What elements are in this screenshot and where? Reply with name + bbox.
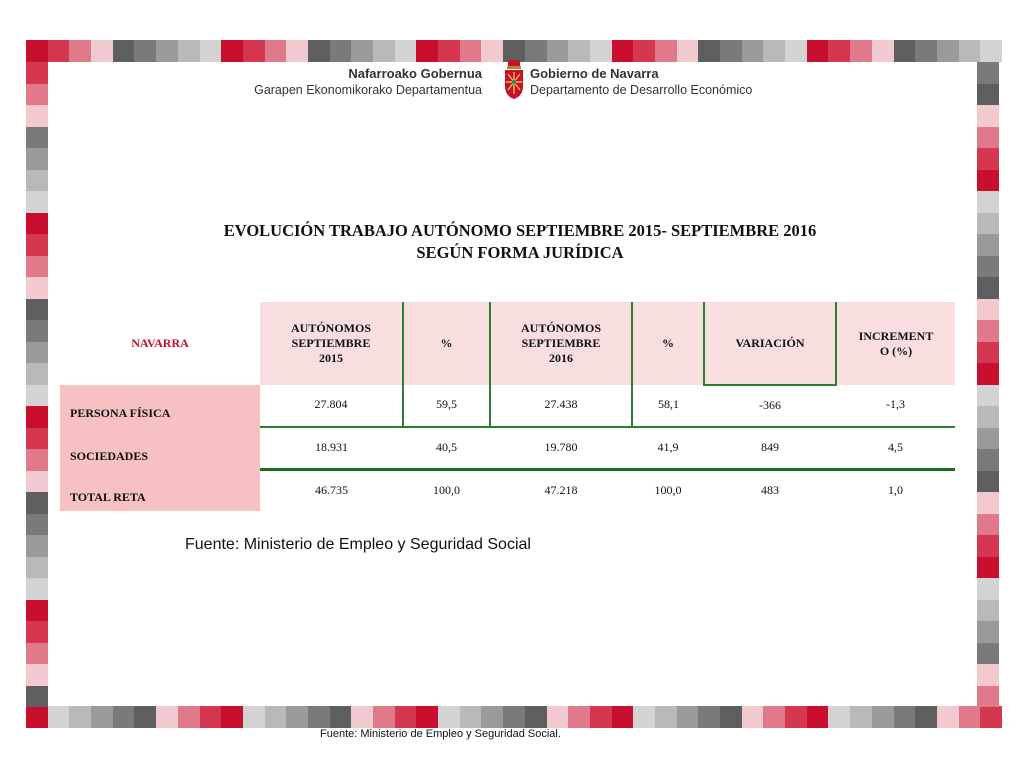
frame-square <box>26 299 48 321</box>
table-cell: 100,0 <box>654 483 682 497</box>
frame-square <box>416 706 438 728</box>
footer-source-note: Fuente: Ministerio de Empleo y Seguridad Social. <box>320 728 561 740</box>
frame-bottom-strip <box>26 706 1002 728</box>
frame-square <box>850 706 872 728</box>
header-text: % <box>662 336 674 350</box>
table-corner-label: NAVARRA <box>60 302 260 385</box>
frame-square <box>26 234 48 256</box>
frame-square <box>134 40 156 62</box>
title-line1: EVOLUCIÓN TRABAJO AUTÓNOMO SEPTIEMBRE 2015- SEPTIEMBRE 2016 <box>223 221 817 240</box>
table-cell: 100,0 <box>433 483 460 497</box>
frame-square <box>977 428 999 450</box>
frame-right-strip <box>977 62 999 707</box>
frame-square <box>26 706 48 728</box>
frame-square <box>156 40 178 62</box>
frame-square <box>720 706 742 728</box>
frame-square <box>351 706 373 728</box>
frame-square <box>26 256 48 278</box>
logo-basque-line1: Nafarroako Gobernua <box>348 66 482 81</box>
frame-square <box>742 706 764 728</box>
logo-basque-text <box>254 66 482 98</box>
table-cell: 27.438 <box>490 385 632 427</box>
table-cell: 4,5 <box>836 427 955 470</box>
frame-square <box>26 643 48 665</box>
frame-square <box>547 706 569 728</box>
frame-square <box>330 40 352 62</box>
frame-square <box>221 40 243 62</box>
frame-square <box>807 40 829 62</box>
frame-square <box>915 706 937 728</box>
frame-square <box>633 706 655 728</box>
frame-square <box>894 40 916 62</box>
frame-square <box>503 706 525 728</box>
frame-square <box>977 449 999 471</box>
table-cell: 19.780 <box>490 427 632 470</box>
frame-square <box>959 40 981 62</box>
frame-square <box>763 40 785 62</box>
row-label-sociedades: SOCIEDADES <box>60 427 260 470</box>
frame-square <box>156 706 178 728</box>
frame-square <box>977 342 999 364</box>
frame-square <box>633 40 655 62</box>
frame-square <box>612 706 634 728</box>
header-variacion <box>704 302 836 385</box>
table-row <box>60 470 955 512</box>
frame-square <box>438 40 460 62</box>
frame-square <box>977 492 999 514</box>
frame-square <box>977 105 999 127</box>
header-text: AUTÓNOMOS <box>290 321 371 335</box>
government-logo <box>254 66 753 102</box>
frame-square <box>590 40 612 62</box>
table-cell: 46.735 <box>315 483 348 497</box>
frame-square <box>460 40 482 62</box>
frame-square <box>69 40 91 62</box>
frame-square <box>590 706 612 728</box>
frame-square <box>568 706 590 728</box>
frame-square <box>980 706 1002 728</box>
header-text: VARIACIÓN <box>735 335 805 350</box>
header-percent-2016 <box>632 302 704 385</box>
frame-square <box>503 40 525 62</box>
page-title <box>60 220 980 264</box>
table-cell: 849 <box>704 427 836 470</box>
header-text: 2015 <box>319 351 343 365</box>
frame-square <box>525 40 547 62</box>
frame-square <box>26 406 48 428</box>
frame-square <box>894 706 916 728</box>
frame-square <box>26 148 48 170</box>
frame-square <box>26 363 48 385</box>
frame-square <box>807 706 829 728</box>
header-text: SEPTIEMBRE <box>291 336 371 350</box>
header-text: AUTÓNOMOS <box>520 321 601 335</box>
frame-square <box>26 449 48 471</box>
frame-square <box>785 40 807 62</box>
navarra-crest-icon <box>502 60 526 100</box>
frame-square <box>113 706 135 728</box>
frame-square <box>243 706 265 728</box>
frame-square <box>977 320 999 342</box>
frame-square <box>655 40 677 62</box>
table-cell: -1,3 <box>836 385 955 427</box>
header-percent-2015 <box>403 302 490 385</box>
frame-square <box>373 40 395 62</box>
frame-square <box>26 578 48 600</box>
frame-square <box>977 84 999 106</box>
frame-square <box>26 170 48 192</box>
frame-square <box>460 706 482 728</box>
frame-square <box>48 706 70 728</box>
frame-square <box>243 40 265 62</box>
frame-square <box>977 127 999 149</box>
frame-square <box>612 40 634 62</box>
frame-square <box>977 170 999 192</box>
frame-square <box>525 706 547 728</box>
frame-square <box>977 406 999 428</box>
table-cell: 27.804 <box>260 385 403 427</box>
header-incremento <box>836 302 955 385</box>
frame-square <box>26 686 48 708</box>
frame-square <box>872 40 894 62</box>
frame-square <box>26 557 48 579</box>
frame-square <box>91 706 113 728</box>
table-header-row <box>60 302 955 385</box>
frame-square <box>828 40 850 62</box>
frame-square <box>698 706 720 728</box>
table-cell: 41,9 <box>632 427 704 470</box>
frame-square <box>26 191 48 213</box>
frame-square <box>26 342 48 364</box>
frame-square <box>113 40 135 62</box>
frame-square <box>91 40 113 62</box>
logo-spanish-text <box>530 66 752 98</box>
header-text: SEPTIEMBRE <box>521 336 601 350</box>
frame-left-strip <box>26 62 48 707</box>
frame-square <box>26 535 48 557</box>
frame-square <box>26 600 48 622</box>
table-cell: 483 <box>761 483 779 497</box>
frame-square <box>26 320 48 342</box>
frame-square <box>977 600 999 622</box>
table-cell: -366 <box>704 385 836 427</box>
frame-square <box>977 385 999 407</box>
row-label-persona-fisica: PERSONA FÍSICA <box>60 385 260 427</box>
header-autonomos-2016 <box>490 302 632 385</box>
frame-square <box>977 514 999 536</box>
frame-square <box>977 234 999 256</box>
frame-square <box>26 213 48 235</box>
frame-square <box>26 127 48 149</box>
frame-square <box>977 256 999 278</box>
table-cell: 40,5 <box>403 427 490 470</box>
frame-square <box>977 621 999 643</box>
frame-square <box>977 535 999 557</box>
frame-square <box>742 40 764 62</box>
logo-spanish-line1: Gobierno de Navarra <box>530 66 659 81</box>
logo-basque-line2: Garapen Ekonomikorako Departamentua <box>254 83 482 97</box>
frame-top-strip <box>26 40 1002 62</box>
frame-square <box>26 492 48 514</box>
table-cell: 18.931 <box>260 427 403 470</box>
frame-square <box>481 40 503 62</box>
frame-square <box>980 40 1002 62</box>
frame-square <box>977 643 999 665</box>
header-text: INCREMENT <box>858 328 934 343</box>
frame-square <box>438 706 460 728</box>
frame-square <box>915 40 937 62</box>
frame-square <box>26 471 48 493</box>
frame-square <box>308 40 330 62</box>
table-row <box>60 385 955 427</box>
frame-square <box>200 40 222 62</box>
frame-square <box>785 706 807 728</box>
frame-square <box>351 40 373 62</box>
frame-square <box>286 706 308 728</box>
frame-square <box>26 514 48 536</box>
frame-square <box>720 40 742 62</box>
frame-square <box>677 40 699 62</box>
frame-square <box>26 428 48 450</box>
frame-square <box>48 40 70 62</box>
frame-square <box>568 40 590 62</box>
header-autonomos-2015 <box>260 302 403 385</box>
frame-square <box>977 213 999 235</box>
frame-square <box>872 706 894 728</box>
header-text: 2016 <box>549 351 573 365</box>
frame-square <box>26 62 48 84</box>
frame-square <box>977 686 999 708</box>
frame-square <box>937 40 959 62</box>
frame-square <box>481 706 503 728</box>
frame-square <box>977 277 999 299</box>
table-cell: 59,5 <box>403 385 490 427</box>
table-cell: 58,1 <box>632 385 704 427</box>
frame-square <box>977 62 999 84</box>
header-text: O (%) <box>879 343 913 358</box>
self-employment-table <box>60 302 955 511</box>
frame-square <box>69 706 91 728</box>
frame-square <box>265 40 287 62</box>
frame-square <box>26 105 48 127</box>
frame-square <box>330 706 352 728</box>
frame-square <box>977 148 999 170</box>
frame-square <box>134 706 156 728</box>
frame-square <box>308 706 330 728</box>
frame-square <box>416 40 438 62</box>
source-note: Fuente: Ministerio de Empleo y Seguridad Social <box>185 536 531 553</box>
frame-square <box>26 621 48 643</box>
header-text: % <box>440 336 453 350</box>
frame-square <box>395 40 417 62</box>
frame-square <box>828 706 850 728</box>
title-line2: SEGÚN FORMA JURÍDICA <box>416 243 624 262</box>
frame-square <box>977 664 999 686</box>
logo-spanish-line2: Departamento de Desarrollo Económico <box>530 83 753 97</box>
frame-square <box>178 706 200 728</box>
frame-square <box>221 706 243 728</box>
row-label-total-reta: TOTAL RETA <box>60 470 260 512</box>
frame-square <box>265 706 287 728</box>
frame-square <box>977 299 999 321</box>
frame-square <box>26 84 48 106</box>
frame-square <box>26 664 48 686</box>
frame-square <box>286 40 308 62</box>
table-cell: 1,0 <box>888 483 903 497</box>
frame-square <box>655 706 677 728</box>
frame-square <box>26 277 48 299</box>
frame-square <box>395 706 417 728</box>
frame-square <box>977 471 999 493</box>
frame-square <box>677 706 699 728</box>
frame-square <box>977 578 999 600</box>
frame-square <box>850 40 872 62</box>
frame-square <box>373 706 395 728</box>
frame-square <box>26 385 48 407</box>
frame-square <box>200 706 222 728</box>
frame-square <box>26 40 48 62</box>
frame-square <box>977 363 999 385</box>
table-row <box>60 427 955 470</box>
frame-square <box>698 40 720 62</box>
frame-square <box>178 40 200 62</box>
frame-square <box>763 706 785 728</box>
frame-square <box>959 706 981 728</box>
frame-square <box>937 706 959 728</box>
table-cell: 47.218 <box>544 483 578 497</box>
frame-square <box>977 557 999 579</box>
frame-square <box>977 191 999 213</box>
frame-square <box>547 40 569 62</box>
